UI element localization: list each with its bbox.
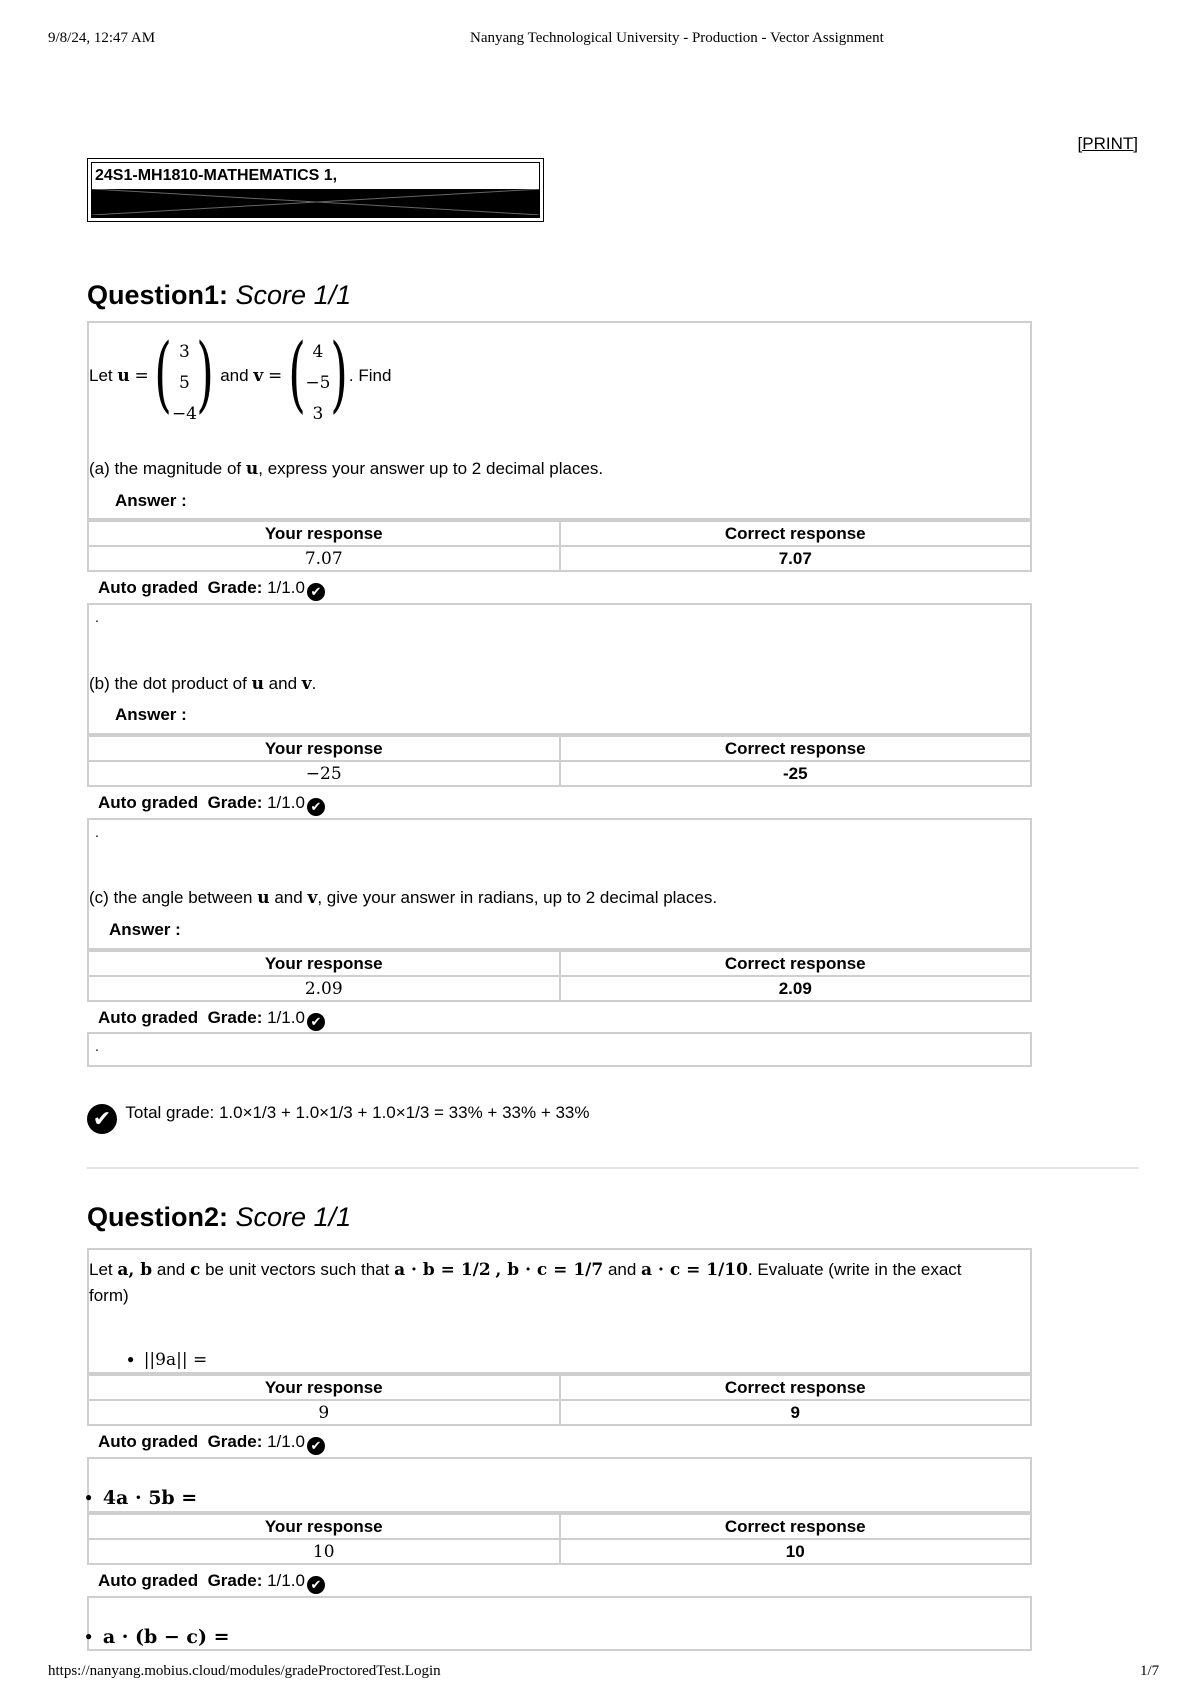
separator-dot: . (95, 609, 99, 625)
correct-response-value: 7.07 (560, 546, 1032, 571)
question-2-part-2-text: ● 4a · 5b = (85, 1487, 198, 1509)
question-1-part-a-grade: Auto graded Grade: 1/1.0 ✔ (98, 578, 325, 601)
correct-response-value: 9 (560, 1400, 1032, 1425)
question-1-feedback-box (87, 1032, 1032, 1067)
your-response-header: Your response (88, 521, 560, 546)
vector-u-matrix: ( 3 5 −4 ) (153, 334, 215, 420)
your-response-header: Your response (88, 736, 560, 761)
check-circle-icon: ✔ (307, 1576, 325, 1594)
question-divider (87, 1167, 1139, 1169)
your-response-value: 2.09 (88, 976, 560, 1001)
print-page-title: Nanyang Technological University - Production - Vector Assignment (470, 30, 884, 46)
correct-response-header: Correct response (560, 1514, 1032, 1539)
question-2-part-1-text: ● ||9a|| = (127, 1350, 208, 1370)
question-1-part-b-box (87, 603, 1032, 735)
check-circle-icon: ✔ (307, 1013, 325, 1031)
question-1-part-a-box (87, 321, 1032, 520)
v-component-3: 3 (312, 403, 324, 424)
question-2-part-1-response-table (87, 1374, 1032, 1426)
answer-label: Answer : (115, 491, 187, 510)
u-component-3: −4 (171, 403, 197, 424)
check-circle-icon: ✔ (87, 1104, 117, 1134)
question-1-part-b-response-table (87, 735, 1032, 787)
u-component-1: 3 (179, 341, 190, 362)
question-1-score: Score 1/1 (235, 280, 352, 310)
check-circle-icon: ✔ (307, 1437, 325, 1455)
correct-response-value: 10 (560, 1539, 1032, 1564)
question-2-part-1-box (87, 1248, 1032, 1374)
print-link[interactable]: [PRINT] (1077, 134, 1138, 153)
question-1-label: Question1: (87, 280, 229, 310)
correct-response-header: Correct response (560, 521, 1032, 546)
correct-response-header: Correct response (560, 736, 1032, 761)
print-page-number: 1/7 (1140, 1663, 1160, 1679)
question-2-part-3-box (87, 1596, 1032, 1651)
separator-dot: . (95, 1038, 99, 1054)
check-circle-icon: ✔ (307, 583, 325, 601)
question-1-part-c-text: (c) the angle between u and v, give your answer in radians, up to 2 decimal places. (89, 888, 718, 908)
correct-response-value: -25 (560, 761, 1032, 786)
your-response-value: 7.07 (88, 546, 560, 571)
question-1-part-b-grade: Auto graded Grade: 1/1.0 ✔ (98, 793, 325, 816)
intro-let: Let (89, 366, 113, 385)
your-response-value: 10 (88, 1539, 560, 1564)
question-1-title (87, 280, 351, 311)
equals-sign: = (267, 366, 283, 386)
question-2-intro-line2: form) (89, 1286, 129, 1305)
question-2-label: Question2: (87, 1202, 229, 1232)
question-1-part-a-text: (a) the magnitude of u, express your answer up to 2 decimal places. (89, 459, 604, 479)
question-2-part-1-grade: Auto graded Grade: 1/1.0 ✔ (98, 1432, 325, 1455)
separator-dot: . (95, 824, 99, 840)
question-1-part-c-response-table (87, 950, 1032, 1002)
v-component-2: −5 (305, 372, 331, 393)
answer-label: Answer : (109, 920, 181, 939)
print-url: https://nanyang.mobius.cloud/modules/gradeProctoredTest.Login (48, 1663, 441, 1679)
question-2-part-2-box (87, 1457, 1032, 1513)
total-grade (87, 1103, 590, 1134)
question-2-part-2-grade: Auto graded Grade: 1/1.0 ✔ (98, 1571, 325, 1594)
your-response-value: −25 (88, 761, 560, 786)
question-2-intro: Let a, b and c be unit vectors such that a · b = 1/2 , b · c = 1/7 and a · c = 1/10. Evaluate (write in the exact (89, 1260, 962, 1280)
check-circle-icon: ✔ (307, 798, 325, 816)
your-response-value: 9 (88, 1400, 560, 1425)
vector-v-symbol: v (253, 366, 264, 386)
question-2-part-2-response-table (87, 1513, 1032, 1565)
question-2-title (87, 1202, 351, 1233)
course-title: 24S1-MH1810-MATHEMATICS 1, (95, 167, 338, 184)
question-2-score: Score 1/1 (235, 1202, 352, 1232)
question-1-part-c-grade: Auto graded Grade: 1/1.0 ✔ (98, 1008, 325, 1031)
answer-label: Answer : (115, 705, 187, 724)
correct-response-header: Correct response (560, 1375, 1032, 1400)
question-2-part-3-text: ● a · (b − c) = (85, 1626, 230, 1648)
vector-v-matrix: ( 4 −5 3 ) (287, 334, 349, 420)
course-banner (87, 158, 544, 222)
course-banner-image (92, 189, 539, 217)
total-grade-text: Total grade: 1.0×1/3 + 1.0×1/3 + 1.0×1/3 = 33% + 33% + 33% (125, 1103, 590, 1122)
correct-response-value: 2.09 (560, 976, 1032, 1001)
v-component-1: 4 (312, 341, 324, 362)
question-1-intro (89, 326, 392, 424)
correct-response-header: Correct response (560, 951, 1032, 976)
equals-sign: = (134, 366, 149, 386)
intro-and: and (220, 366, 249, 385)
question-1-part-b-text: (b) the dot product of u and v. (89, 674, 317, 694)
intro-find: . Find (348, 366, 392, 385)
vector-u-symbol: u (117, 366, 130, 386)
your-response-header: Your response (88, 951, 560, 976)
your-response-header: Your response (88, 1375, 560, 1400)
question-1-part-a-response-table (87, 520, 1032, 572)
your-response-header: Your response (88, 1514, 560, 1539)
print-datetime: 9/8/24, 12:47 AM (48, 30, 156, 46)
question-1-part-c-box (87, 818, 1032, 950)
u-component-2: 5 (179, 372, 190, 393)
